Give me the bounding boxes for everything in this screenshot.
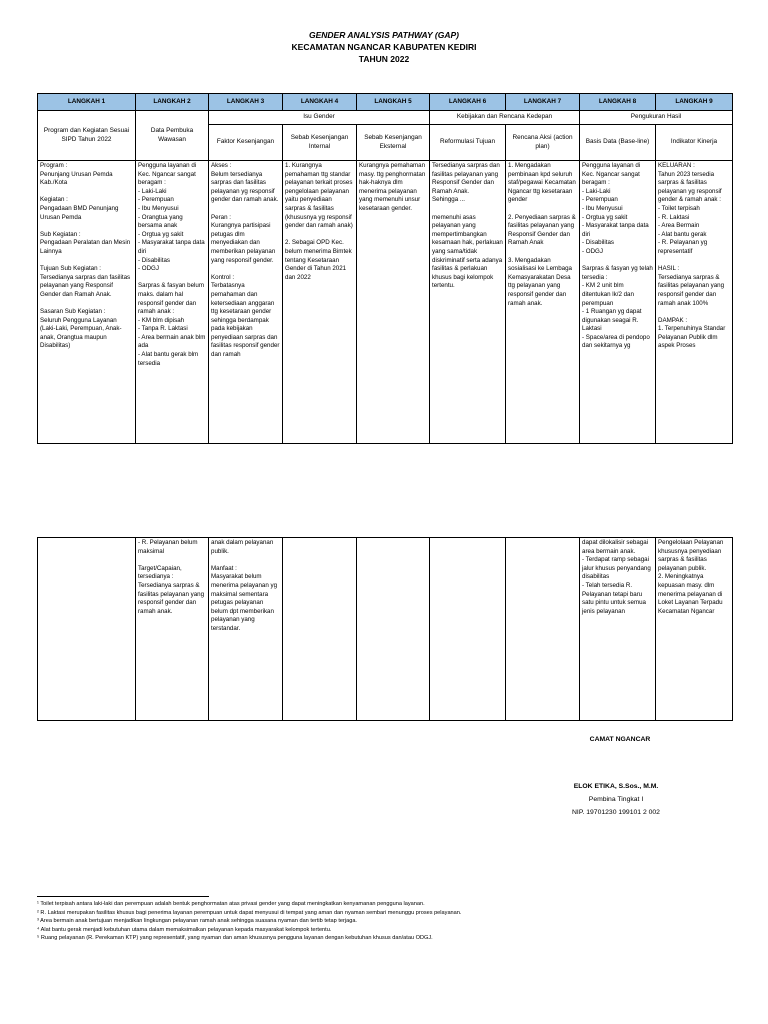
table-cell: Pengguna layanan di Kec. Ngancar sangat beragam : - Laki-Laki - Perempuan - Ibu Menyusui - Orgtua yg sakit - Masyarakat tanpa data diri - Disabilitas - ODGJ Sarpras & fasyan yg telah tersedia : - KM 2 unit blm ditentukan lk/2 dan perempuan - 1 Ruangan yg dapat digunakan seagai R. Laktasi - Space/area di pendopo dan sekitarnya yg <box>582 162 653 350</box>
table-cell: Pengelolaan Pelayanan khususnya penyediaan sarpras & fasilitas pelayanan publik. 2. Meningkatnya kepuasan masy. dlm menerima pelayanan di Loket Layanan Terpadu Kecamatan Ngancar <box>658 539 724 615</box>
subheader-rencana-aksi: Rencana Aksi (action plan) <box>506 125 580 161</box>
group-header-row <box>38 111 733 125</box>
signature-rank: Pembina Tingkat I <box>588 796 644 803</box>
doc-title: GENDER ANALYSIS PATHWAY (GAP) <box>308 30 460 40</box>
table-cell: Akses : Belum tersedianya sarpras dan fasilitas pelayanan yg responsif gender dan ramah anak. Peran : Kurangnya partisipasi petugas dlm menyediakan dan memberikan pelayanan yang responsif gender. Kontrol : Terbatasnya pemahaman dan ketersediaan anggaran ttg kesetaraan gender sehingga berdampak pada kebijakan penyediaan sarpras dan fasilitas responsif gender dan ramah <box>211 162 280 359</box>
signature-nip: NIP. 19701230 199101 2 002 <box>572 809 660 816</box>
table-cell: Pengguna layanan di Kec. Ngancar sangat beragam : - Laki-Laki - Perempuan - Ibu Menyusui - Orangtua yang bersama anak - Orgtua yg sakit - Masyarakat tanpa data diri - Disabilitas - ODGJ Sarpras & fasyan belum maks. dalam hal responsif gender dan ramah anak : - KM blm dipisah - Tanpa R. Laktasi - Area bermain anak blm ada - Alat bantu gerak blm tersedia <box>138 162 206 367</box>
step-header: LANGKAH 6 <box>430 94 506 111</box>
subheader-data: Data Pembuka Wawasan <box>136 111 209 161</box>
gap-table-page1 <box>37 93 733 444</box>
group-kebijakan: Kebijakan dan Rencana Kedepan <box>430 111 580 125</box>
footnote: ³ Area bermain anak bertujuan menjadikan lingkungan pelayanan ramah anak sehingga suasana nyaman dan tertib tetap terjaga. <box>37 918 357 925</box>
table-cell: KELUARAN : Tahun 2023 tersedia sarpras & fasilitas pelayanan yg responsif gender & ramah anak : - Toilet terpisah - R. Laktasi - Area Bermain - Alat bantu gerak - R. Pelayanan yg representatif HASIL : Tersedianya sarpras & fasilitas pelayanan yang responsif gender dan ramah anak 100% DAMPAK : 1. Terpenuhinya Standar Pelayanan Publik dlm aspek Proses <box>658 162 726 350</box>
footnote-divider <box>37 896 209 897</box>
table-cell: anak dalam pelayanan publik. Manfaat : Masyarakat belum menerima pelayanan yg maksimal sementara petugas pelayanan belum dpt memberikan pelayanan yang terstandar. <box>211 539 278 632</box>
subheader-basis-data: Basis Data (Base-line) <box>580 125 656 161</box>
subheader-eksternal: Sebab Kesenjangan Eksternal <box>357 125 430 161</box>
step-header: LANGKAH 3 <box>209 94 283 111</box>
table-cell: 1. Kurangnya pemahaman ttg standar pelayanan terkait proses pengelolaan pelayanan yaitu penyediaan sarpras & fasilitas (khususnya yg responsif gender dan ramah anak) 2. Sebagai OPD Kec. belum menerima Bimtek tentang Kesetaraan Gender di Tahun 2021 dan 2022 <box>285 162 353 281</box>
step-header-row <box>38 94 733 111</box>
footnotes <box>37 900 737 943</box>
subheader-internal: Sebab Kesenjangan Internal <box>283 125 357 161</box>
footnote: ¹ Toilet terpisah antara laki-laki dan perempuan adalah bentuk penghormatan atas privasi gender yang dapat meningkatkan kenyamanan pengguna layanan. <box>37 901 425 907</box>
group-isu-gender: Isu Gender <box>209 111 430 125</box>
signature-position: CAMAT NGANCAR <box>589 736 651 743</box>
doc-subtitle-org: KECAMATAN NGANCAR KABUPATEN KEDIRI <box>291 42 477 52</box>
step-header: LANGKAH 7 <box>506 94 580 111</box>
subheader-program: Program dan Kegiatan Sesuai SIPD Tahun 2022 <box>38 111 136 161</box>
group-pengukuran: Pengukuran Hasil <box>580 111 733 125</box>
table-cell: dapat dilokalisir sebagai area bermain anak. - Terdapat ramp sebagai jalur khusus penyandang disabilitas - Telah tersedia R. Pelayanan tetapi baru satu pintu untuk semua jenis pelayanan <box>582 539 651 615</box>
step-header: LANGKAH 2 <box>136 94 209 111</box>
step-header: LANGKAH 5 <box>357 94 430 111</box>
footnote: ⁴ Alat bantu gerak menjadi kebutuhan utama dalam memaksimalkan pelayanan kepada masyarakat kelompok tertentu. <box>37 926 332 933</box>
step-header: LANGKAH 1 <box>38 94 136 111</box>
footnote: ² R. Laktasi merupakan fasilitas khusus bagi penerima layanan perempuan untuk dapat menyusui di tempat yang aman dan nyaman sembari menunggu proses pelayanan. <box>37 909 462 916</box>
step-header: LANGKAH 8 <box>580 94 656 111</box>
gap-table-page2 <box>37 537 733 721</box>
table-cell: Kurangnya pemahaman masy. ttg penghormatan hak-haknya dlm menerima pelayanan yang memenuhi unsur kesetaraan gender. <box>359 162 426 212</box>
step-header: LANGKAH 9 <box>656 94 733 111</box>
subheader-faktor: Faktor Kesenjangan <box>209 125 283 161</box>
table-cell: 1. Mengadakan pembinaan kpd seluruh staf/pegawai Kecamatan Ngancar ttg kesetaraan gender 2. Penyediaan sarpras & fasilitas pelayanan yang Responsif Gender dan Ramah Anak 3. Mengadakan sosialisasi ke Lembaga Kemasyarakatan Desa ttg pelayanan yang responsif gender dan ramah anak. <box>508 162 576 307</box>
table-cell: Program : Penunjang Urusan Pemda Kab./Kota Kegiatan : Pengadaan BMD Penunjang Urusan Pemda Sub Kegiatan : Pengadaan Peralatan dan Mesin Lainnya Tujuan Sub Kegiatan : Tersedianya sarpras dan fasilitas pelayanan yang Responsif Gender dan Ramah Anak. Sasaran Sub Kegiatan : Seluruh Pengguna Layanan (Laki-Laki, Perempuan, Anak-anak, Orangtua maupun Disabilitas) <box>40 162 131 350</box>
table-cell: - R. Pelayanan belum maksimal Target/Capaian, tersedianya : Tersedianya sarpras & fasilitas pelayanan yang responsif gender dan ramah anak. <box>138 539 205 615</box>
table-row <box>38 161 733 444</box>
step-header: LANGKAH 4 <box>283 94 357 111</box>
subheader-reformulasi: Reformulasi Tujuan <box>430 125 506 161</box>
footnote: ⁵ Ruang pelayanan (R. Perekaman KTP) yang representatif, yang nyaman dan aman khususnya pengguna layanan dengan kebutuhan khusus dan/atau ODGJ. <box>37 935 433 942</box>
table-cell: Tersedianya sarpras dan fasilitas pelayanan yang Responsif Gender dan Ramah Anak. Sehingga ... memenuhi asas pelayanan yang mempertimbangkan kesamaan hak, perlakuan yang sama/tidak diskriminatif serta adanya fasilitas & perlakuan khusus bagi kelompok tertentu. <box>432 162 503 290</box>
signature-name: ELOK ETIKA, S.Sos., M.M. <box>573 783 659 790</box>
doc-subtitle-year: TAHUN 2022 <box>358 54 410 64</box>
table-row <box>38 538 733 721</box>
subheader-indikator: Indikator Kinerja <box>656 125 733 161</box>
